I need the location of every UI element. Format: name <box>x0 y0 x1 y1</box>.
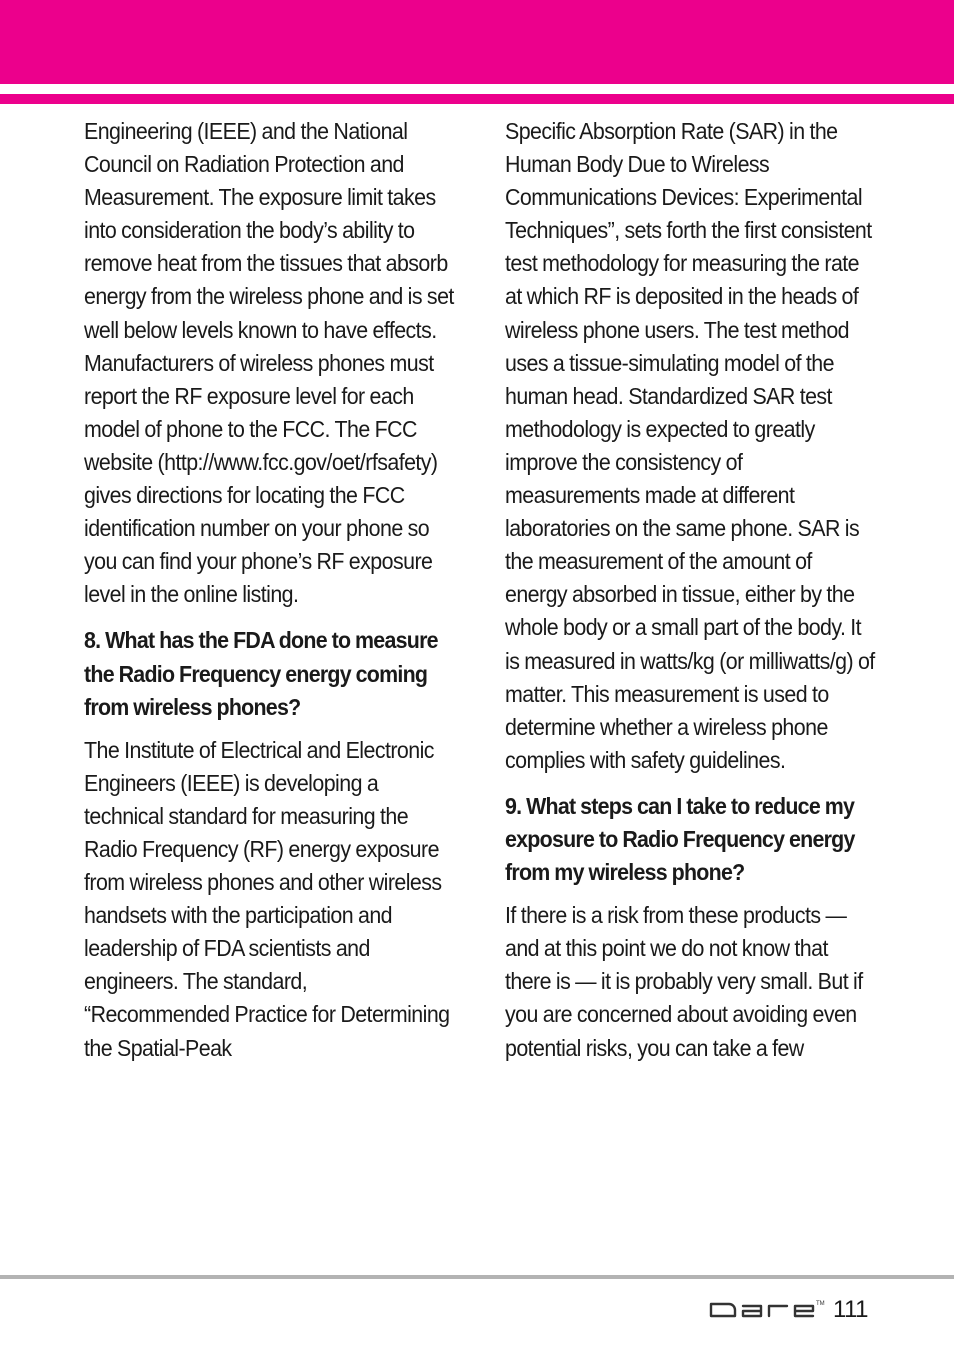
body-paragraph: The Institute of Electrical and Electronic Engineers (IEEE) is developing a technical standard for measuring the Radio Frequency (RF) energy exposure from wireless phones and other wireless handsets with the participation and leadership of FDA scientists and engineers. The standard, “Recommended Practice for Determining the Spatial-Peak <box>84 736 450 1061</box>
question-heading: 9. What steps can I take to reduce my exposure to Radio Frequency energy from my wireless phone? <box>505 792 855 886</box>
body-paragraph: If there is a risk from these products — and at this point we do not know that there is — it is probably very small. But if you are concerned about avoiding even potential risks, you can take a few <box>505 902 863 1061</box>
body-paragraph: Specific Absorption Rate (SAR) in the Human Body Due to Wireless Communications Devices: Experimental Techniques”, sets forth the first consistent test methodology for measuring the rate at which RF is deposited in the heads of wireless phone users. The test method uses a tissue-simulating model of the human head. Standardized SAR test methodology is expected to greatly improve the consistency of measurements made at different laboratories on the same phone. SAR is the measurement of the amount of energy absorbed in tissue, either by the whole body or a small part of the body. It is measured in watts/kg (or milliwatts/g) of matter. This measurement is used to determine whether a wireless phone complies with safety guidelines. <box>505 118 875 773</box>
question-heading: 8. What has the FDA done to measure the Radio Frequency energy coming from wireless phones? <box>84 627 438 720</box>
header-rule <box>0 94 954 104</box>
svg-text:TM: TM <box>816 1301 825 1307</box>
header-band <box>0 0 954 84</box>
right-column <box>505 115 875 1065</box>
page-number: 111 <box>833 1296 868 1323</box>
left-column <box>84 115 454 1065</box>
dare-logo-icon <box>709 1297 825 1323</box>
page-footer <box>709 1294 868 1326</box>
body-paragraph: Engineering (IEEE) and the National Council on Radiation Protection and Measurement. The exposure limit takes into consideration the body’s ability to remove heat from the tissues that absorb energy from the wireless phone and is set well below levels known to have effects. Manufacturers of wireless phones must report the RF exposure level for each model of phone to the FCC. The FCC website (http://www.fcc.gov/oet/rfsafety) gives directions for locating the FCC identification number on your phone so you can find your phone’s RF exposure level in the online listing. <box>84 118 454 608</box>
footer-rule <box>0 1275 954 1279</box>
